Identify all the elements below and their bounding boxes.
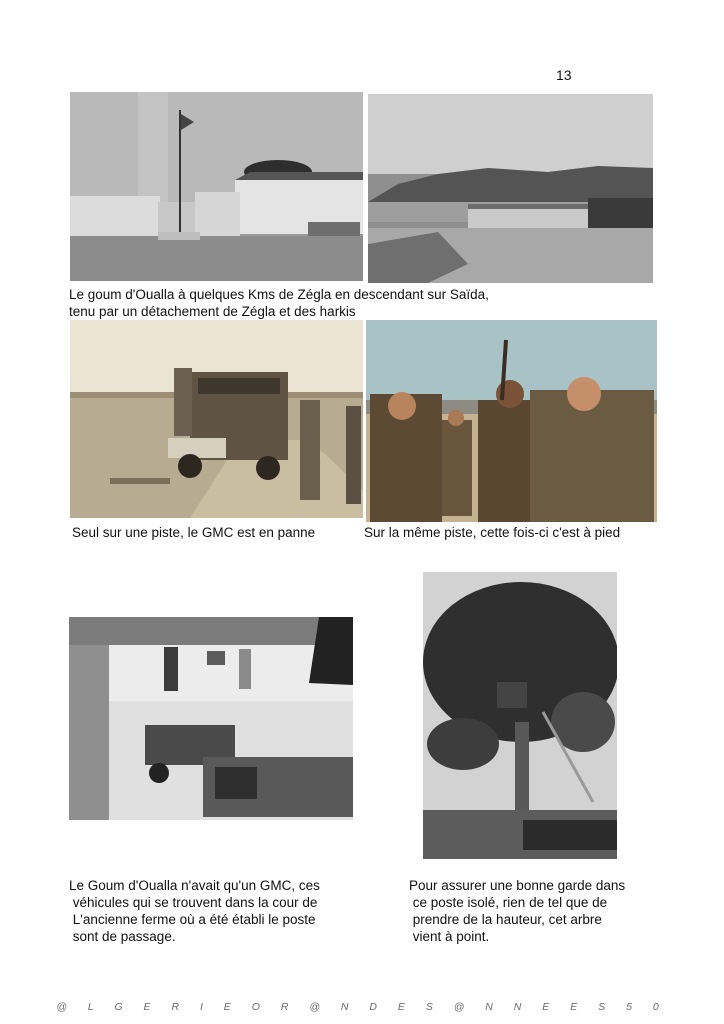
photo-landscape-barracks <box>368 94 653 283</box>
page-number: 13 <box>556 67 572 83</box>
caption-soldiers-walking: Sur la même piste, cette fois-ci c'est à pied <box>364 525 621 540</box>
page-footer: @ L G E R I E O R @ N D E S @ N N E E S 5 0 <box>56 1001 668 1013</box>
photo-tree-lookout <box>423 572 617 859</box>
caption-courtyard-line-2: véhicules qui se trouvent dans la cour de <box>69 895 318 910</box>
photo-fort-with-flag <box>70 92 363 281</box>
caption-tree-line-2: ce poste isolé, rien de tel que de <box>409 895 608 910</box>
caption-courtyard-line-4: sont de passage. <box>69 929 176 944</box>
caption-tree-line-4: vient à point. <box>409 929 490 944</box>
caption-fort-line-1: Le goum d'Oualla à quelques Kms de Zégla en descendant sur Saïda, <box>69 287 489 302</box>
photo-soldiers-walking <box>366 320 657 522</box>
caption-fort-line-2: tenu par un détachement de Zégla et des harkis <box>69 304 356 319</box>
caption-tree-line-1: Pour assurer une bonne garde dans <box>409 878 626 893</box>
photo-gmc-broken-down <box>70 320 363 518</box>
caption-tree-line-3: prendre de la hauteur, cet arbre <box>409 912 602 927</box>
caption-courtyard-line-3: L'ancienne ferme où a été établi le poste <box>69 912 316 927</box>
caption-gmc-broken-down: Seul sur une piste, le GMC est en panne <box>72 525 316 540</box>
caption-courtyard-line-1: Le Goum d'Oualla n'avait qu'un GMC, ces <box>69 878 320 893</box>
photo-courtyard-vehicles <box>69 617 353 820</box>
